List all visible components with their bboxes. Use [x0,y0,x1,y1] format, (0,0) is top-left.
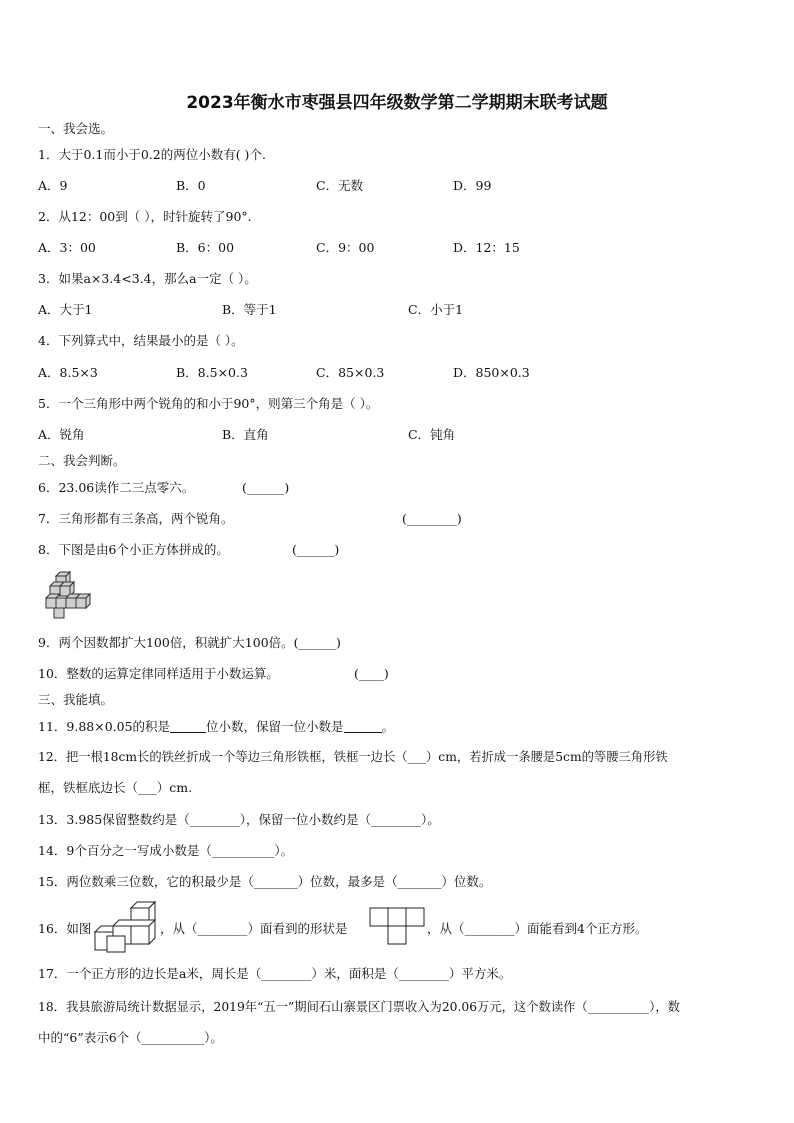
q11-part-c: 。 [381,719,395,734]
question-11 [38,719,394,735]
q16-view-shape [369,907,427,949]
q16-part-b: ，从（________）面看到的形状是 [160,921,348,936]
question-1: 1．大于0.1而小于0.2的两位小数有( )个. [38,147,266,162]
q2-option-a[interactable]: A．3：00 [38,240,96,255]
question-5: 5．一个三角形中两个锐角的和小于90°，则第三个角是（ ）。 [38,396,379,411]
q4-option-a[interactable]: A．8.5×3 [38,365,98,380]
q11-blank-1[interactable] [170,720,206,733]
q4-option-b[interactable]: B．8.5×0.3 [176,365,248,380]
section-heading-judge: 二、我会判断。 [38,453,126,468]
question-13: 13．3.985保留整数约是（________），保留一位小数约是（________）。 [38,812,440,827]
question-12-line-1: 12．把一根18cm长的铁丝折成一个等边三角形铁框，铁框一边长（___）cm，若折成一条腰是5cm的等腰三角形铁 [38,750,668,764]
q11-blank-2[interactable] [344,720,382,733]
q2-option-c[interactable]: C．9：00 [316,240,375,255]
q1-option-c[interactable]: C．无数 [316,178,364,193]
q5-option-a[interactable]: A．锐角 [38,427,85,442]
q3-option-b[interactable]: B．等于1 [222,302,277,317]
question-9: 9．两个因数都扩大100倍，积就扩大100倍。(______) [38,635,341,650]
question-2: 2．从12：00到（ ），时针旋转了90°. [38,209,252,224]
question-18-line-1: 18．我县旅游局统计数据显示，2019年“五一”期间石山寨景区门票收入为20.06万元，这个数读作（__________），数 [38,1000,680,1014]
q11-part-a: 11．9.88×0.05的积是 [38,719,171,734]
question-15: 15．两位数乘三位数，它的积最少是（_______）位数，最多是（_______）位数。 [38,874,492,889]
q1-option-a[interactable]: A．9 [38,178,68,193]
section-heading-fill: 三、我能填。 [38,692,114,707]
q2-option-d[interactable]: D．12：15 [453,240,520,255]
question-12-line-2: 框，铁框底边长（___）cm. [38,780,193,795]
q5-option-c[interactable]: C．钝角 [408,427,456,442]
question-6: 6．23.06读作二三点零六。 [38,480,195,495]
cube-stack-figure [44,568,100,624]
page-title: 2023年衡水市枣强县四年级数学第二学期期末联考试题 [186,93,608,113]
question-7: 7．三角形都有三条高，两个锐角。 [38,511,234,526]
question-18-line-2: 中的“6”表示6个（__________）。 [38,1030,223,1045]
q2-option-b[interactable]: B．6：00 [176,240,235,255]
question-17: 17．一个正方形的边长是a米，周长是（________）米，面积是（________）平方米。 [38,966,512,981]
q7-answer-paren[interactable]: (________) [402,511,462,526]
question-4: 4．下列算式中，结果最小的是（ ）。 [38,333,244,348]
q11-part-b: 位小数，保留一位小数是 [206,719,344,734]
question-3: 3．如果a×3.4<3.4，那么a一定（ ）。 [38,271,257,286]
q3-option-a[interactable]: A．大于1 [38,302,93,317]
q16-cube-figure [93,900,159,954]
q16-part-c: ，从（________）面能看到4个正方形。 [427,921,648,936]
q6-answer-paren[interactable]: (______) [242,480,290,495]
q4-option-d[interactable]: D．850×0.3 [453,365,530,380]
question-8: 8．下图是由6个小正方体拼成的。 [38,542,229,557]
q4-option-c[interactable]: C．85×0.3 [316,365,385,380]
section-heading-choice: 一、我会选。 [38,121,114,136]
q1-option-b[interactable]: B．0 [176,178,206,193]
q3-option-c[interactable]: C．小于1 [408,302,464,317]
q1-option-d[interactable]: D．99 [453,178,492,193]
q10-answer-paren[interactable]: (____) [354,666,389,681]
question-14: 14．9个百分之一写成小数是（__________）。 [38,843,294,858]
q5-option-b[interactable]: B．直角 [222,427,269,442]
q16-part-a: 16．如图 [38,921,92,936]
q8-answer-paren[interactable]: (______) [292,542,340,557]
question-10: 10．整数的运算定律同样适用于小数运算。 [38,666,279,681]
